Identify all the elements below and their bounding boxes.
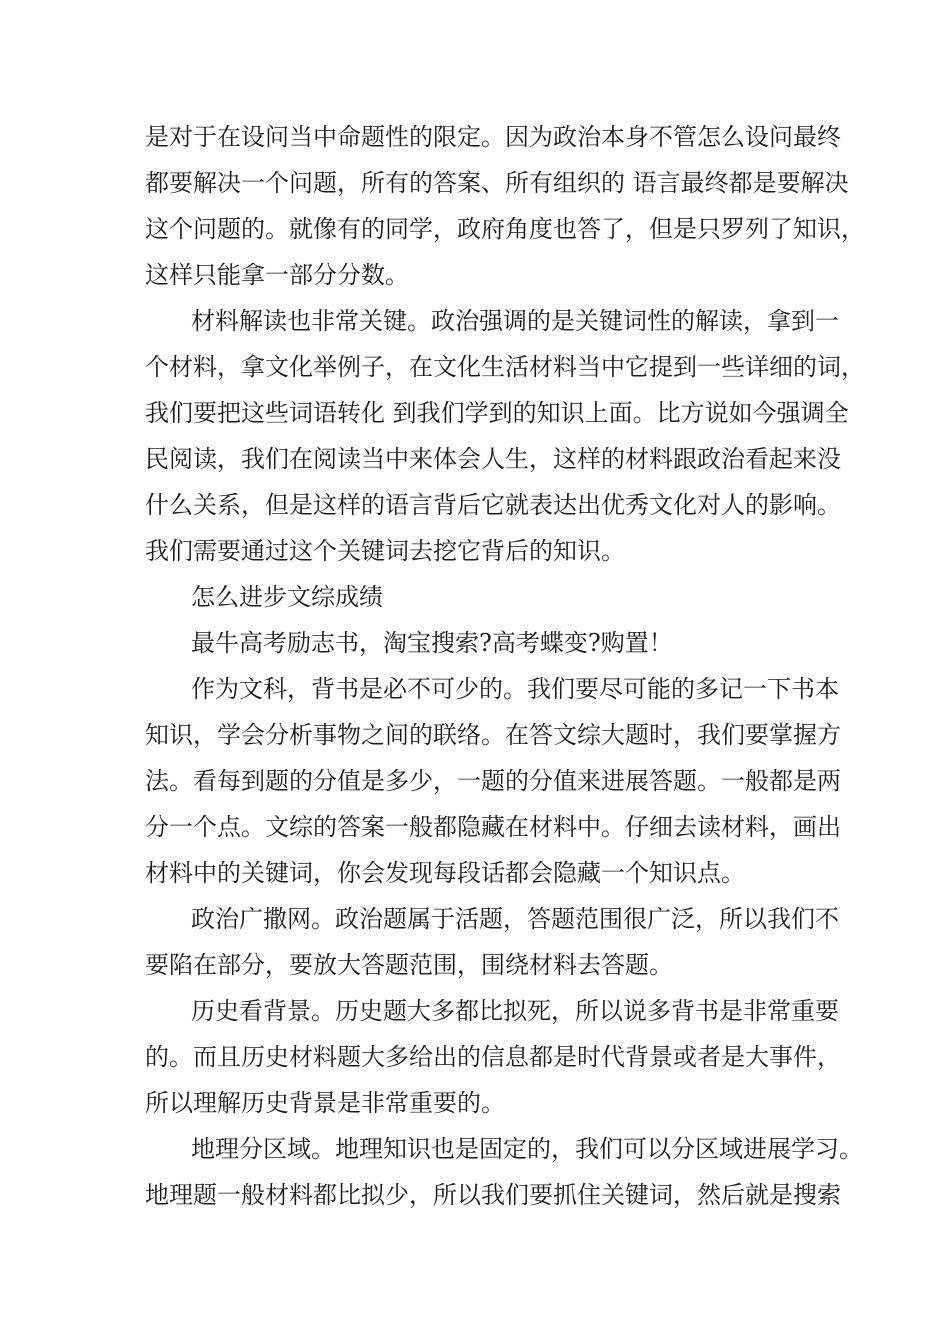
text-line: 民阅读，我们在阅读当中来体会人生，这样的材料跟政治看起来没 [145, 445, 841, 473]
text-line: 我们要把这些词语转化 到我们学到的知识上面。比方说如今强调全 [145, 399, 849, 427]
text-line: 作为文科，背书是必不可少的。我们要尽可能的多记一下书本 [191, 675, 839, 703]
text-line: 要陷在部分，要放大答题范围，围绕材料去答题。 [145, 951, 673, 979]
text-line: 都要解决一个问题，所有的答案、所有组织的 语言最终都是要解决 [145, 169, 849, 197]
text-line: 地理分区域。地理知识也是固定的，我们可以分区域进展学习。 [191, 1135, 863, 1163]
text-line: 历史看背景。历史题大多都比拟死，所以说多背书是非常重要 [191, 997, 839, 1025]
text-line: 我们需要通过这个关键词去挖它背后的知识。 [145, 537, 625, 565]
text-line: 怎么进步文综成绩 [191, 583, 383, 611]
text-line: 分一个点。文综的答案一般都隐藏在材料中。仔细去读材料，画出 [145, 813, 841, 841]
text-line: 是对于在设问当中命题性的限定。因为政治本身不管怎么设问最终 [145, 123, 841, 151]
text-line: 这个问题的。就像有的同学，政府角度也答了，但是只罗列了知识， [145, 215, 865, 243]
text-line: 的。而且历史材料题大多给出的信息都是时代背景或者是大事件， [145, 1043, 841, 1071]
text-line: 什么关系，但是这样的语言背后它就表达出优秀文化对人的影响。 [145, 491, 841, 519]
document-body [145, 114, 865, 1218]
text-line: 所以理解历史背景是非常重要的。 [145, 1089, 505, 1117]
text-line: 最牛高考励志书，淘宝搜索?高考蝶变?购置！ [191, 629, 673, 657]
text-line: 个材料，拿文化举例子，在文化生活材料当中它提到一些详细的词， [145, 353, 865, 381]
text-line: 法。看每到题的分值是多少，一题的分值来进展答题。一般都是两 [145, 767, 841, 795]
text-line: 材料解读也非常关键。政治强调的是关键词性的解读，拿到一 [191, 307, 839, 335]
text-line: 知识，学会分析事物之间的联络。在答文综大题时，我们要掌握方 [145, 721, 841, 749]
text-line: 这样只能拿一部分分数。 [145, 261, 409, 289]
text-line: 材料中的关键词，你会发现每段话都会隐藏一个知识点。 [145, 859, 745, 887]
text-line: 地理题一般材料都比拟少，所以我们要抓住关键词，然后就是搜索 [145, 1181, 841, 1209]
text-line: 政治广撒网。政治题属于活题，答题范围很广泛，所以我们不 [191, 905, 839, 933]
